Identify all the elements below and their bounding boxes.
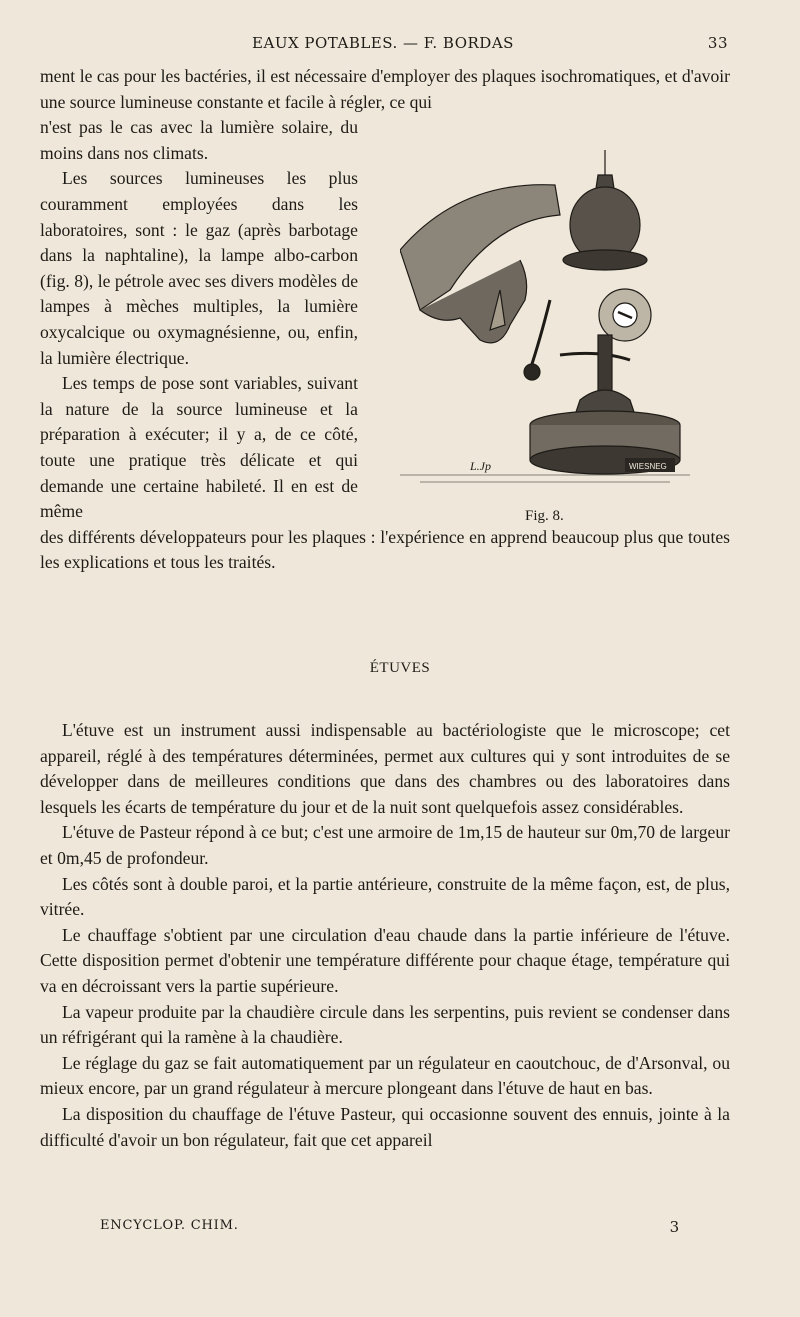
section-title: ÉTUVES (369, 660, 431, 676)
paragraph: Le réglage du gaz se fait automatiquement par un régulateur en caoutchouc, de d'Arsonval, ou mieux encore, par un grand régulateur à mercure plongeant dans l'étuve de haut en bas. (40, 1052, 730, 1099)
paragraph: Le chauffage s'obtient par une circulation d'eau chaude dans la partie inférieure de l'étuve. Cette disposition permet d'obtenir une température différente pour chaque étage, température qui va en décroissant vers la partie supérieure. (40, 924, 730, 996)
intro-full-lines: ment le cas pour les bactéries, il est nécessaire d'employer des plaques isochromatiques, et d'avoir une source lumineuse constante et facile à régler, ce qui (40, 66, 730, 112)
wrap-paragraph-1: n'est pas le cas avec la lumière solaire, du moins dans nos climats. (40, 117, 358, 163)
plate-label: WIESNEG (629, 462, 667, 471)
footer-signature-number: 3 (669, 1218, 680, 1236)
figure-caption: Fig. 8. (525, 508, 564, 524)
page-footer (100, 1218, 680, 1236)
paragraph: L'étuve est un instrument aussi indispensable au bactériologiste que le microscope; cet appareil, réglé à des températures déterminées, permet aux cultures qui y sont introduites de se développer dans de meilleures conditions que dans des chambres ou des laboratoires dans lesquels les écarts de température du jour et de la nuit sont quelquefois assez considérables. (40, 720, 730, 817)
wrap-paragraph-2: Les sources lumineuses les plus couramment employées dans les laboratoires, sont : le gaz (après barbotage dans la naphtaline), la lampe albo-carbon (fig. 8), le pétrole avec ses divers modèles de lampes à mèches multiples, la lumière oxycalcique ou oxymagnésienne, ou, enfin, la lumière électrique. (40, 168, 358, 368)
section-body (40, 718, 730, 1153)
paragraph: La vapeur produite par la chaudière circule dans les serpentins, puis revient se condenser dans un réfrigérant qui la ramène à la chaudière. (40, 1001, 730, 1048)
paragraph: Les côtés sont à double paroi, et la partie antérieure, construite de la même façon, est, de plus, vitrée. (40, 873, 730, 920)
page-number: 33 (707, 34, 728, 52)
wrapped-column (40, 115, 358, 525)
running-title: EAUX POTABLES. — F. BORDAS (252, 34, 514, 52)
wrap-paragraph-3: Les temps de pose sont variables, suivant la nature de la source lumineuse et la préparation à exécuter; il y a, de ce côté, toute une pratique très délicate et qui demande une certaine habileté. Il en est de même (40, 373, 358, 522)
after-wrap-text: des différents développateurs pour les plaques : l'expérience en apprend beaucoup plus que toutes les explications et tous les traités. (40, 526, 730, 573)
albo-carbon-lamp-illustration (400, 140, 730, 500)
paragraph: L'étuve de Pasteur répond à ce but; c'est une armoire de 1m,15 de hauteur sur 0m,70 de largeur et 0m,45 de profondeur. (40, 822, 730, 868)
figure-lamp (400, 140, 730, 530)
paragraph: La disposition du chauffage de l'étuve Pasteur, qui occasionne souvent des ennuis, jointe à la difficulté d'avoir un bon régulateur, fait que cet appareil (40, 1103, 730, 1150)
engraver-signature: L.Jp (470, 459, 491, 473)
footer-signature-label: ENCYCLOP. CHIM. (100, 1218, 239, 1233)
